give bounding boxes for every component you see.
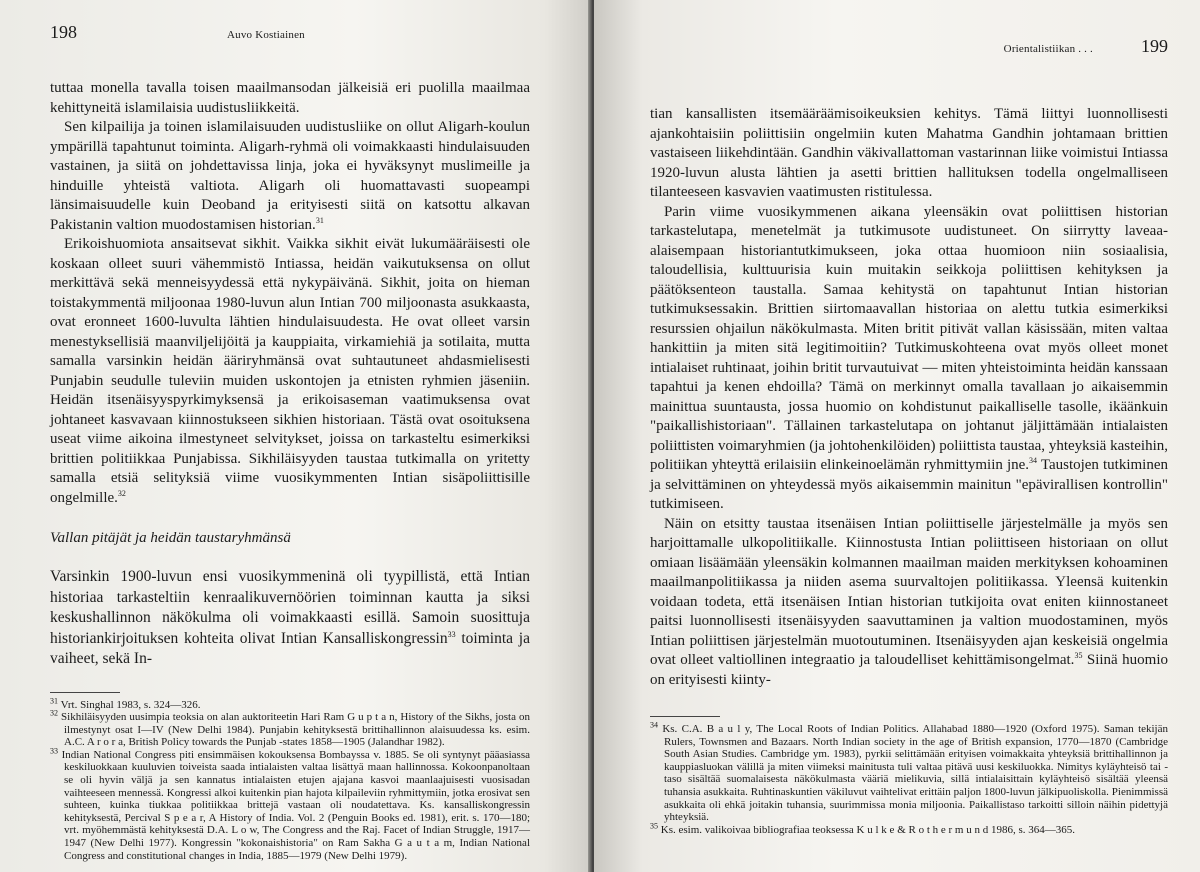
right-footnotes — [650, 720, 1168, 836]
left-body — [50, 79, 530, 670]
right-page — [594, 0, 1200, 872]
section-heading: Vallan pitäjät ja heidän taustaryhmänsä — [50, 530, 291, 546]
left-page-number: 198 — [50, 22, 77, 42]
footnote-ref: 33 — [447, 629, 456, 639]
right-running-title: Orientalistiikan . . . — [1003, 43, 1093, 55]
right-body — [650, 105, 1168, 690]
footnote-ref: 32 — [117, 488, 126, 498]
footnote-ref: 35 — [1074, 651, 1083, 660]
footnote-ref: 31 — [315, 215, 324, 225]
paragraph: Erikoishuomiota ansaitsevat sikhit. Vaikka sikhit eivät lukumääräisesti ole koskaan olleet suuri vähemmistö Intiassa, heidän vaikutuksensa on ollut merkittävä sekä menneisyydessä että nykypäivänä. Sikhit, joita on hieman toistakymmentä miljoonaa 1980-luvun alun Intian 700 miljoonasta asukkaasta, ovat eronneet 1600-luvulta lähtien hindulaisuudesta. He ovat olleet varsin menestyksellisiä maanviljelijöitä ja kauppiaita, virkamiehiä ja sotilaita, mutta samalla varsinkin heidän ääriryhmänsä ovat suhtautuneet ahdasmielisesti Punjabin seudulle tuleviin muiden uskontojen ja etnisten ryhmien jäseniin. Heidän itsenäisyyspyrkimyksensä ja erikoisaseman vaatimuksensa ovat johtaneet kasvavaan kiinnostukseen sikhien historiaan. Tästä ovat osoituksena useat viime aikoina ilmestyneet selvitykset, joissa on tarkasteltu esimerkiksi brittien politiikkaa Punjabissa. Sikhiläisyyden taustaa tutkimalla on yritetty samalla etsiä selityksiä viime vuosikymmenten Intian sisäpoliittisille ongelmille.$^{32}$ — [50, 236, 530, 506]
paragraph: Varsinkin 1900-luvun ensi vuosikymmeninä oli tyypillistä, että Intian historiaa tarkasteltiin kenraalikuvernöörien toiminnan kautta ja siksi keskushallinnon näkökulma oli voimakkaasti esillä. Samoin suosittuja historiankirjoituksen kohteita olivat Intian Kansalliskongressin$^{33}$ toiminta ja vaiheet, sekä In- — [50, 568, 530, 667]
footnote: $^{31}$ Vrt. Singhal 1983, s. 324—326. — [50, 695, 201, 711]
footnote-rule — [50, 692, 120, 693]
left-running-title: Auvo Kostiainen — [227, 29, 305, 41]
footnote: $^{33}$ Indian National Congress piti ensimmäisen kokouksensa Bombayssa v. 1885. Se oli syntynyt pääasiassa keskiluokkaan kuuluvien toiveista saada intialaisten valtaa lisättyä maan hallinnossa. Kokoonpanoltaan se oli hyvin väljä ja sen kannatus intialaisten etujen ajajana kasvoi maanlaajuisesti vuosisadan vaihteeseen mennessä. Kongressi alkoi kuitenkin pian hajota kilpaileviin ryhmittymiin, jotka erosivat sen suhteen, kuinka tiukkaa politiikkaa brittejä vastaan oli noudatettava. Ks. kansalliskongressin kehityksestä, Percival S p e a r, A History of India. Vol. 2 (Penguin Books ed. 1981), erit. s. 170—180; vrt. myöhemmästä kehityksestä D.A. L o w, The Congress and the Raj. Facet of Indian Struggle, 1917—1947 (New Delhi 1977). Kongressin "kokonaishistoria" on Ram Sakha G a u t a m, Indian National Congress and constitutional changes in India, 1885—1979 (New Delhi 1979). — [50, 746, 531, 862]
left-running-header — [50, 22, 530, 43]
paragraph: tian kansallisten itsemääräämisoikeuksien kehitys. Tämä liittyi luonnollisesti ajankohtaisiin poliittisiin ongelmiin kuten Mahatma Gandhin johtamaan brittien vastaiseen liikehdintään. Gandhin väkivallattoman vastarinnan liike voimistui Intiassa 1920-luvun alusta lähtien ja asetti brittien hallituksen todella ongelmalliseen tilanteeseen kasvavien vaatimusten ristitulessa. — [650, 106, 1168, 200]
right-page-number: 199 — [1141, 36, 1168, 56]
paragraph: Näin on etsitty taustaa itsenäisen Intian poliittiselle järjestelmälle ja myös sen harjoittamalle ulkopolitiikalle. Kiinnostusta Intian poliittiseen historiaan on ollut omiaan lisäämään yleensäkin kolmannen maailman maiden merkityksen kohoaminen maailmanpolitiikassa ja niiden asema suurvaltojen politiikassa. Yleensä kuitenkin voidaan todeta, että itsenäisen Intian historian tutkijoita ovat eniten kiinnostaneet paitsi luonnollisesti itsenäisyyden saavuttaminen ja valtion muodostaminen, myös Intian poliittisen järjestelmän muotoutuminen. Itsenäisyyden ajan keskeisiä ongelmia ovat olleet valtiollinen integraatio ja taloudelliset kehittämisongelmat.$^{35}$ Siinä huomio on erityisesti kiinty- — [650, 515, 1168, 688]
paragraph: tuttaa monella tavalla toisen maailmansodan jälkeisiä eri puolilla maailmaa kehittyneitä islamilaisia uudistusliikkeitä. — [50, 80, 530, 116]
left-footnotes — [50, 695, 531, 863]
paragraph: Sen kilpailija ja toinen islamilaisuuden uudistusliike on ollut Aligarh-koulun ympärillä tapahtunut toiminta. Aligarh-ryhmä oli voimakkaasti hindulaisuuden vastainen, ja siitä on johdettavissa linja, joka ei hyväksynyt muslimeille ja hinduille yhteistä valtiota. Aligarh oli huomattavasti suopeampi länsimaisuudelle kuin Deoband ja erityisesti siitä on katsottu alkavan Pakistanin valtion muodostamisen historian.$^{31}$ — [50, 119, 530, 233]
right-running-header — [650, 36, 1168, 57]
left-page — [0, 0, 592, 872]
footnote-ref: 34 — [1029, 456, 1038, 465]
paragraph: Parin viime vuosikymmenen aikana yleensäkin ovat poliittisen historian tarkastelutapa, menetelmät ja tutkimusote uudistuneet. On siirrytty laveaa-alaisempaan historiantutkimukseen, joka ottaa huomioon niin sosiaalisia, taloudellisia, kulttuurisia kuin muitakin seikkoja poliittisen kehityksen ja päätöksenteon taustalla. Samaa kehitystä on tapahtunut Intian historian tutkimuksessakin. Brittien siirtomaavallan historiaa on alettu tutkia esimerkiksi resurssien ohjailun näkökulmasta. Miten britit pitivät vallan käsissään, miten valtaa hankittiin ja miten sitä legitimoitiin? Tutkimuskohteena ovat myös olleet monet intialaiset ruhtinaat, joihin britit turvautuivat — miten yhteistoiminta heidän kanssaan tapahtui ja kenen ehdoilla? Tämä on merkinnyt omalla tavallaan jo aikaisemmin mainittua suuntausta, jossa huomio on kohdistunut paikalliselle tasolle, ikäänkuin "paikallishistoriaan". Tällainen tarkastelutapa on johtanut jäljittämään intialaisten poliittisten voimaryhmien (ja johtohenkilöiden) poliittista taustaa, yhteyksiä kasteihin, politiikan yhteyttä erilaisiin elinkeinoelämän ryhmittymiin jne.$^{34}$ Taustojen tutkiminen ja selvittäminen on yhteydessä myös aikaisemmin mainitun "epävirallisen kontrollin" tutkimiseen. — [650, 203, 1169, 512]
footnote: $^{32}$ Sikhiläisyyden uusimpia teoksia on alan auktoriteetin Hari Ram G u p t a n, History of the Sikhs, josta on ilmestynyt osat I—IV (New Delhi 1984). Punjabin kehityksestä brittihallinnon alaisuudessa ks. esim. A.C. A r o r a, British Policy towards the Punjab -states 1858—1905 (Jalandhar 1982). — [50, 708, 531, 749]
footnote: $^{35}$ Ks. esim. valikoivaa bibliografiaa teoksessa K u l k e & R o t h e r m u n d 1986, s. 364—365. — [650, 821, 1076, 836]
footnote-rule — [650, 716, 720, 717]
footnote: $^{34}$ Ks. C.A. B a u l y, The Local Roots of Indian Politics. Allahabad 1880—1920 (Oxford 1975). Saman tekijän Rulers, Townsmen and Bazaars. North Indian society in the age of British expansion, 1770—1870 (Cambridge South Asian Studies. Cambridge ym. 1983), pyrkii selittämään erityisen voimakkaita yhteyksiä brittihallinnon ja kauppiasluokan välillä ja miten viimeksi mainitusta tuli valtaa pitävä uusi keskiluokka. Nimitys kyläyhteisö tai -taso sisältää suomalaisesta näkökulmasta vääriä mielikuvia, sillä intialaisittain kyläyhteisö sisältää yleensä tuhansia asukkaita. Ruhtinaskuntien väkiluvut vaihtelivat erittäin paljon 1800-luvun jälkipuoliskolla. Pienimmissä asukkaita oli ehkä joitakin tuhansia, suurimmissa monia miljoonia. Paikallistaso tarkoitti silloin näihin pidettyjä yhteyksiä. — [650, 720, 1168, 824]
